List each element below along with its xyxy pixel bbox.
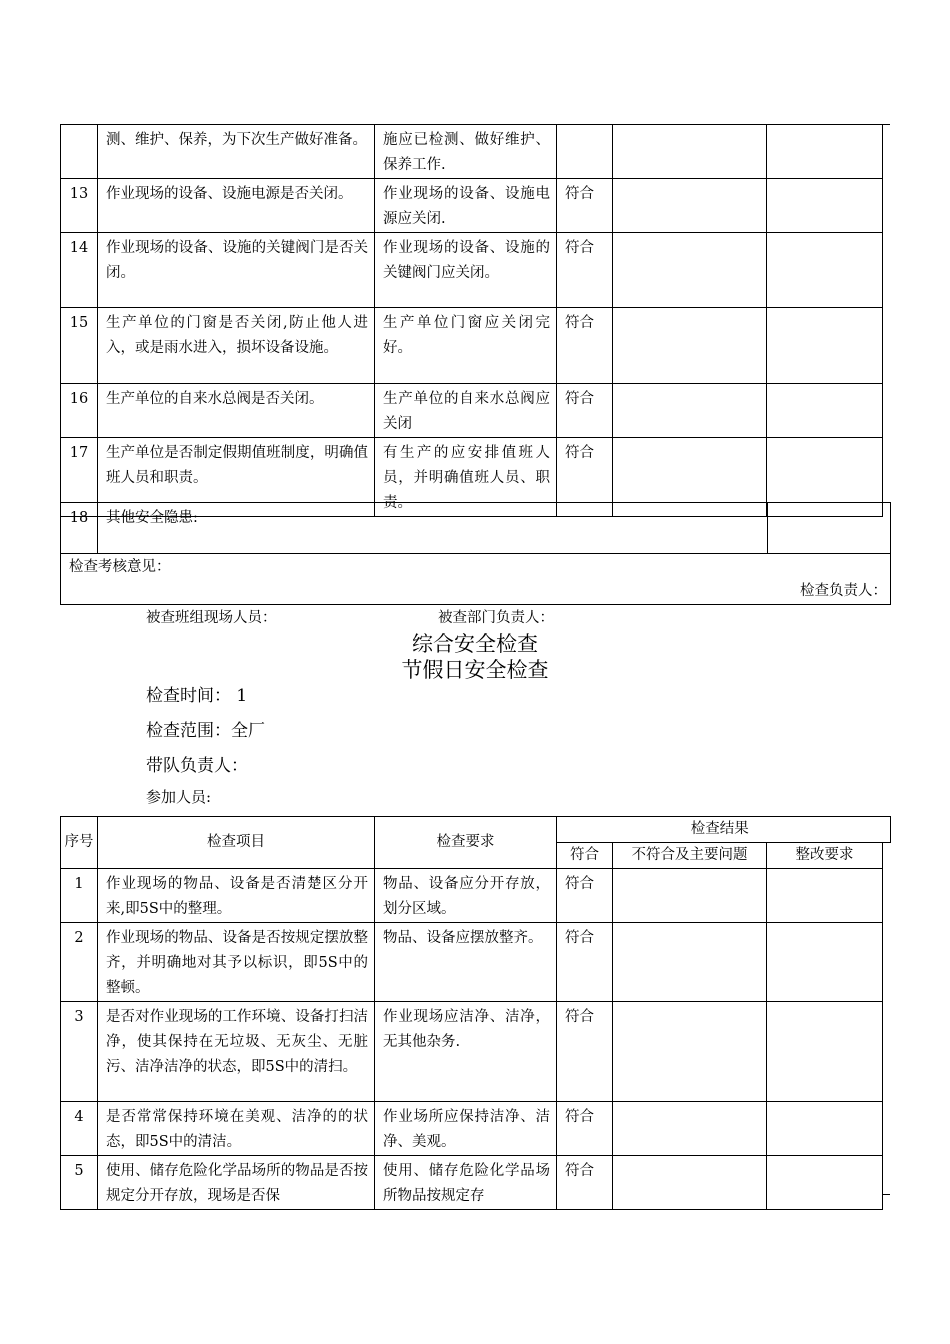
row-number: 5	[61, 1156, 98, 1210]
opinion-cell	[61, 554, 891, 605]
check-requirement: 生产单位门窗应关闭完好。	[375, 308, 557, 384]
check-item: 作业现场的设备、设施电源是否关闭。	[98, 179, 375, 233]
table-row	[61, 233, 883, 308]
page-title: 综合安全检查	[412, 632, 538, 656]
result-nonconform	[613, 308, 767, 384]
result-nonconform	[613, 923, 767, 1002]
row-number: 14	[61, 233, 98, 308]
check-item: 测、维护、保养，为下次生产做好准备。	[98, 125, 375, 179]
opinion-label: 检查考核意见：	[69, 559, 171, 575]
check-requirement: 生产单位的自来水总阀应关闭	[375, 384, 557, 438]
result-conform: 符合	[557, 1002, 613, 1102]
header-nonconform: 不符合及主要问题	[613, 843, 767, 869]
check-requirement: 施应已检测、做好维护、保养工作.	[375, 125, 557, 179]
result-nonconform	[613, 1102, 767, 1156]
result-rectify	[767, 384, 883, 438]
result-conform: 符合	[557, 438, 613, 517]
opinion-row	[61, 554, 891, 605]
result-conform: 符合	[557, 384, 613, 438]
result-rectify	[767, 179, 883, 233]
inspection-scope: 检查范围：全厂	[146, 721, 265, 741]
main-inspection-table	[60, 816, 883, 1210]
check-item: 生产单位的门窗是否关闭,防止他人进入，或是雨水进入，损坏设备设施。	[98, 308, 375, 384]
check-requirement: 物品、设备应摆放整齐。	[375, 923, 557, 1002]
check-requirement: 作业现场应洁净、洁净，无其他杂务.	[375, 1002, 557, 1102]
other-hazards-label: 其他安全隐患:	[98, 503, 768, 554]
check-item: 是否常常保持环境在美观、洁净的的状态，即5S中的清洁。	[98, 1102, 375, 1156]
result-rectify	[767, 308, 883, 384]
result-rectify	[767, 869, 883, 923]
table-row	[61, 923, 883, 1002]
result-rectify	[767, 1002, 883, 1102]
check-requirement: 物品、设备应分开存放，划分区域。	[375, 869, 557, 923]
page-subtitle: 节假日安全检查	[401, 658, 549, 682]
check-requirement: 有生产的应安排值班人员，并明确值班人员、职责。	[375, 438, 557, 517]
team-leader: 带队负责人：	[146, 756, 248, 776]
row-number: 15	[61, 308, 98, 384]
result-nonconform	[613, 1156, 767, 1210]
row-number: 1	[61, 869, 98, 923]
row-number: 4	[61, 1102, 98, 1156]
table-row	[61, 125, 883, 179]
result-rectify	[767, 923, 883, 1002]
header-rectify: 整改要求	[767, 843, 883, 869]
row-number: 13	[61, 179, 98, 233]
table-row	[61, 1156, 883, 1210]
result-conform: 符合	[557, 869, 613, 923]
result-conform: 符合	[557, 308, 613, 384]
row-number: 2	[61, 923, 98, 1002]
table-row	[61, 384, 883, 438]
result-conform: 符合	[557, 179, 613, 233]
table-row	[61, 503, 891, 554]
table-edge	[882, 1194, 890, 1195]
result-nonconform	[613, 233, 767, 308]
result-rectify	[767, 125, 883, 179]
result-conform: 符合	[557, 1156, 613, 1210]
result-rectify	[767, 1156, 883, 1210]
result-conform: 符合	[557, 233, 613, 308]
team-staff-label: 被查班组现场人员：	[146, 610, 277, 626]
result-nonconform	[613, 869, 767, 923]
table-row	[61, 308, 883, 384]
participants: 参加人员:	[146, 788, 212, 806]
table-row	[61, 179, 883, 233]
table-edge	[882, 816, 891, 843]
table-row	[61, 1002, 883, 1102]
check-item: 作业现场的物品、设备是否按规定摆放整齐，并明确地对其予以标识，即5S中的整顿。	[98, 923, 375, 1002]
row-number	[61, 125, 98, 179]
check-item: 作业现场的物品、设备是否清楚区分开来,即5S中的整理。	[98, 869, 375, 923]
inspection-time: 检查时间： 1	[146, 686, 248, 706]
header-conform: 符合	[557, 843, 613, 869]
table-row	[61, 869, 883, 923]
table-row	[61, 1102, 883, 1156]
result-nonconform	[613, 125, 767, 179]
check-item: 生产单位的自来水总阀是否关闭。	[98, 384, 375, 438]
header-row	[61, 817, 883, 843]
result-conform	[557, 125, 613, 179]
header-item: 检查项目	[98, 817, 375, 869]
header-requirement: 检查要求	[375, 817, 557, 869]
other-hazards-table	[60, 502, 891, 605]
result-rectify	[767, 1102, 883, 1156]
check-requirement: 作业现场的设备、设施电源应关闭.	[375, 179, 557, 233]
result-conform: 符合	[557, 1102, 613, 1156]
header-result-group: 检查结果	[557, 817, 883, 843]
check-item: 生产单位是否制定假期值班制度，明确值班人员和职责。	[98, 438, 375, 517]
row-number: 18	[61, 503, 98, 554]
check-requirement: 作业场所应保持洁净、洁净、美观。	[375, 1102, 557, 1156]
dept-head-label: 被查部门负责人：	[438, 610, 554, 626]
row-number: 16	[61, 384, 98, 438]
table-edge	[882, 124, 890, 125]
check-item: 作业现场的设备、设施的关键阀门是否关闭。	[98, 233, 375, 308]
inspector-label: 检查负责人：	[800, 583, 887, 599]
row-number: 17	[61, 438, 98, 517]
row-number: 3	[61, 1002, 98, 1102]
result-conform: 符合	[557, 923, 613, 1002]
result-rectify	[767, 233, 883, 308]
header-no: 序号	[61, 817, 98, 869]
result-nonconform	[613, 1002, 767, 1102]
other-hazards-result	[768, 503, 891, 554]
check-item: 是否对作业现场的工作环境、设备打扫洁净，使其保持在无垃圾、无灰尘、无脏污、洁净洁净的状态，即5S中的清扫。	[98, 1002, 375, 1102]
check-requirement: 使用、储存危险化学品场所物品按规定存	[375, 1156, 557, 1210]
result-nonconform	[613, 179, 767, 233]
check-requirement: 作业现场的设备、设施的关键阀门应关闭。	[375, 233, 557, 308]
top-inspection-table	[60, 124, 883, 517]
result-nonconform	[613, 384, 767, 438]
check-item: 使用、储存危险化学品场所的物品是否按规定分开存放，现场是否保	[98, 1156, 375, 1210]
